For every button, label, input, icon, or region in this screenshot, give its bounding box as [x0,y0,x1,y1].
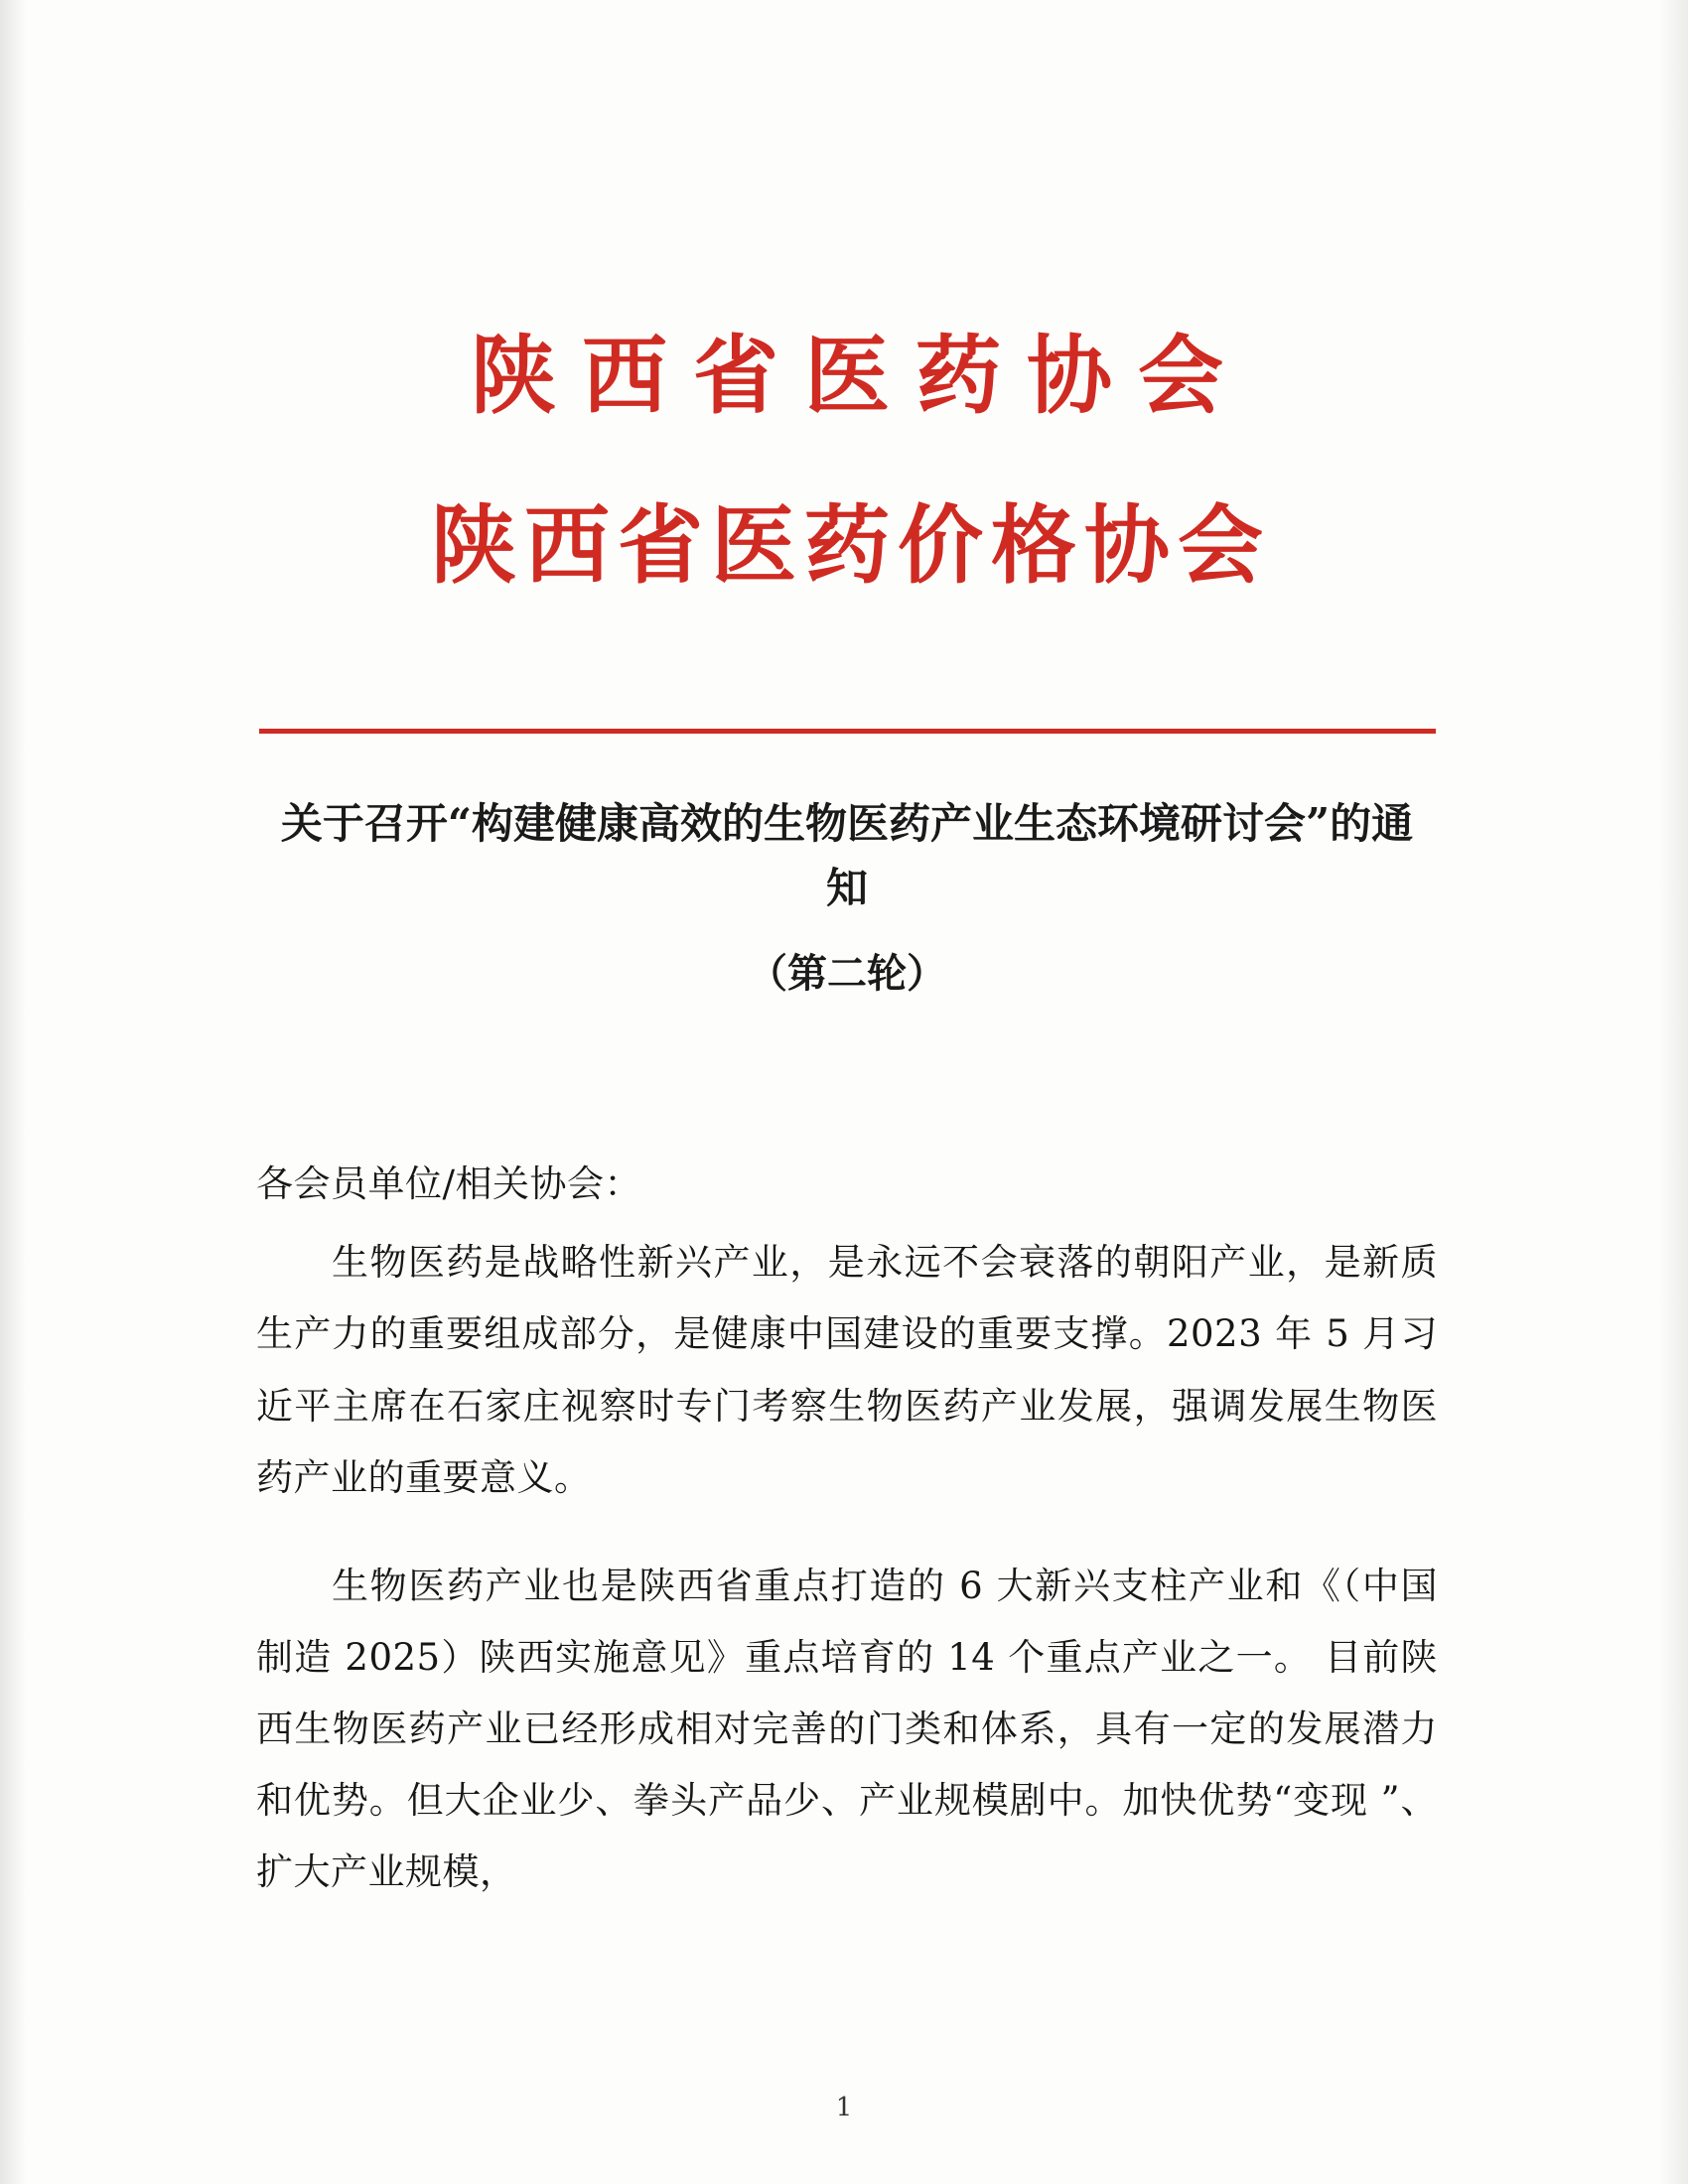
letterhead-divider [259,729,1436,734]
letterhead-line-2: 陕西省医药价格协会 [431,495,1271,596]
body-paragraph-1: 生物医药是战略性新兴产业，是永远不会衰落的朝阳产业，是新质生产力的重要组成部分，是健康中国建设的重要支撑。2023 年 5 月习近平主席在石家庄视察时专门考察生物医药产业发展，强调发展生物医药产业的重要意义。 [256,1241,1438,1499]
letterhead [256,0,1438,596]
body-paragraph-2: 生物医药产业也是陕西省重点打造的 6 大新兴支柱产业和《（中国制造 2025）陕西实施意见》重点培育的 14 个重点产业之一。 目前陕西生物医药产业已经形成相对完善的门类和体系，具有一定的发展潜力和优势。但大企业少、拳头产品少、产业规模剧中。加快优势“变现 ”、扩大产业规模， [256,1564,1438,1894]
page-content [256,0,1438,2184]
document-title: 关于召开“构建健康高效的生物医药产业生态环境研讨会”的通知 [280,798,1414,912]
salutation: 各会员单位/相关协会： [256,1161,641,1205]
document-round-label: （第二轮） [748,949,946,997]
page-number: 1 [835,2093,853,2122]
letterhead-line-1: 陕西省医药协会 [471,327,1249,426]
